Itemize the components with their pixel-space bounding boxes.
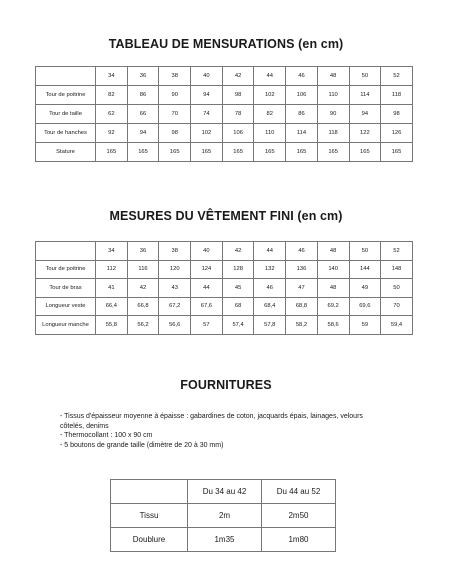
row-label: Doublure [111, 528, 188, 552]
table-cell: 165 [159, 143, 191, 162]
table-cell: 124 [191, 260, 223, 279]
mesures-table [35, 241, 413, 335]
size-header-cell: 50 [349, 67, 381, 86]
row-label: Tour de hanches [36, 124, 96, 143]
table-cell: 110 [254, 124, 286, 143]
table-cell: 165 [286, 143, 318, 162]
size-header-row [36, 67, 413, 86]
size-header-cell: 42 [222, 67, 254, 86]
table-cell: 58,2 [286, 316, 318, 335]
size-header-row [36, 242, 413, 261]
table-cell: 114 [349, 86, 381, 105]
table-cell: 136 [286, 260, 318, 279]
table-row [36, 143, 413, 162]
table-cell: 94 [191, 86, 223, 105]
table-cell: 50 [381, 279, 413, 298]
row-label: Tissu [111, 504, 188, 528]
corner-cell [36, 67, 96, 86]
table-cell: 165 [127, 143, 159, 162]
table-cell: 94 [127, 124, 159, 143]
size-header-cell: 44 [254, 67, 286, 86]
table-row [111, 504, 336, 528]
size-header-cell: 34 [96, 67, 128, 86]
table-cell: 2m50 [262, 504, 336, 528]
mesures-title: MESURES DU VÊTEMENT FINI (en cm) [109, 209, 343, 223]
size-header-cell: 48 [317, 242, 349, 261]
table-cell: 46 [254, 279, 286, 298]
table-cell: 82 [254, 105, 286, 124]
table-cell: 44 [191, 279, 223, 298]
table-cell: 67,2 [159, 297, 191, 316]
corner-cell [36, 242, 96, 261]
row-label: Tour de bras [36, 279, 96, 298]
size-header-cell: 46 [286, 242, 318, 261]
table-cell: 118 [317, 124, 349, 143]
table-row [36, 316, 413, 335]
supplies-line: côtelés, denims [60, 422, 109, 430]
table-row [36, 279, 413, 298]
table-cell: 70 [159, 105, 191, 124]
table-cell: 165 [381, 143, 413, 162]
size-header-cell: 46 [286, 67, 318, 86]
table-cell: 67,6 [191, 297, 223, 316]
table-cell: 86 [286, 105, 318, 124]
table-cell: 116 [127, 260, 159, 279]
table-cell: 122 [349, 124, 381, 143]
table-cell: 43 [159, 279, 191, 298]
table-cell: 148 [381, 260, 413, 279]
table-cell: 66,4 [96, 297, 128, 316]
table-row [111, 528, 336, 552]
table-cell: 56,6 [159, 316, 191, 335]
size-header-cell: 38 [159, 67, 191, 86]
row-label: Tour de poitrine [36, 260, 96, 279]
table-cell: 59,4 [381, 316, 413, 335]
table-cell: 86 [127, 86, 159, 105]
table-cell: 59 [349, 316, 381, 335]
table-cell: 69,6 [349, 297, 381, 316]
table-row [36, 86, 413, 105]
table-cell: 110 [317, 86, 349, 105]
table-cell: 102 [191, 124, 223, 143]
table-cell: 102 [254, 86, 286, 105]
size-header-cell: 40 [191, 242, 223, 261]
table-cell: 165 [222, 143, 254, 162]
table-cell: 68,4 [254, 297, 286, 316]
size-header-cell: 38 [159, 242, 191, 261]
row-label: Longueur veste [36, 297, 96, 316]
table-cell: 66 [127, 105, 159, 124]
table-cell: 98 [381, 105, 413, 124]
table-row [36, 124, 413, 143]
supplies-line: - 5 boutons de grande taille (dimètre de 20 à 30 mm) [60, 441, 224, 449]
table-cell: 165 [317, 143, 349, 162]
table-cell: 69,2 [317, 297, 349, 316]
table-cell: 58,6 [317, 316, 349, 335]
table-cell: 45 [222, 279, 254, 298]
table-cell: 68,8 [286, 297, 318, 316]
table-cell: 114 [286, 124, 318, 143]
supplies-line: - Thermocollant : 100 x 90 cm [60, 432, 153, 440]
table-cell: 94 [349, 105, 381, 124]
row-label: Tour de taille [36, 105, 96, 124]
size-header-cell: 40 [191, 67, 223, 86]
table-cell: 106 [286, 86, 318, 105]
table-cell: 118 [381, 86, 413, 105]
size-header-cell: 48 [317, 67, 349, 86]
table-cell: 165 [254, 143, 286, 162]
table-cell: 82 [96, 86, 128, 105]
supplies-line: - Tissus d'épaisseur moyenne à épaisse : gabardines de coton, jacquards épais, lainages, velours [60, 413, 363, 420]
table-header-cell [111, 480, 188, 504]
table-cell: 57 [191, 316, 223, 335]
fabric-quantity-table [110, 479, 336, 552]
table-cell: 47 [286, 279, 318, 298]
size-header-cell: 36 [127, 67, 159, 86]
size-header-cell: 42 [222, 242, 254, 261]
table-cell: 57,8 [254, 316, 286, 335]
table-cell: 98 [159, 124, 191, 143]
table-header-cell: Du 34 au 42 [188, 480, 262, 504]
table-cell: 90 [159, 86, 191, 105]
table-cell: 49 [349, 279, 381, 298]
table-cell: 165 [96, 143, 128, 162]
table-cell: 90 [317, 105, 349, 124]
table-cell: 120 [159, 260, 191, 279]
table-row [36, 297, 413, 316]
size-header-cell: 52 [381, 67, 413, 86]
mensurations-table [35, 66, 413, 162]
table-cell: 98 [222, 86, 254, 105]
size-header-cell: 44 [254, 242, 286, 261]
size-header-cell: 36 [127, 242, 159, 261]
table-row [36, 260, 413, 279]
table-cell: 1m35 [188, 528, 262, 552]
row-label: Longueur manche [36, 316, 96, 335]
table-cell: 1m80 [262, 528, 336, 552]
table-header-cell: Du 44 au 52 [262, 480, 336, 504]
table-cell: 140 [317, 260, 349, 279]
table-cell: 57,4 [222, 316, 254, 335]
table-cell: 66,8 [127, 297, 159, 316]
table-cell: 68 [222, 297, 254, 316]
mensurations-title: TABLEAU DE MENSURATIONS (en cm) [108, 37, 344, 51]
table-cell: 41 [96, 279, 128, 298]
table-cell: 144 [349, 260, 381, 279]
table-cell: 126 [381, 124, 413, 143]
row-label: Tour de poitrine [36, 86, 96, 105]
table-cell: 132 [254, 260, 286, 279]
table-cell: 112 [96, 260, 128, 279]
table-cell: 70 [381, 297, 413, 316]
supplies-list [60, 412, 400, 450]
table-cell: 106 [222, 124, 254, 143]
size-header-cell: 52 [381, 242, 413, 261]
table-cell: 42 [127, 279, 159, 298]
table-cell: 78 [222, 105, 254, 124]
table-cell: 56,2 [127, 316, 159, 335]
table-cell: 2m [188, 504, 262, 528]
table-cell: 55,8 [96, 316, 128, 335]
size-header-cell: 50 [349, 242, 381, 261]
size-header-cell: 34 [96, 242, 128, 261]
row-label: Stature [36, 143, 96, 162]
table-cell: 62 [96, 105, 128, 124]
table-cell: 92 [96, 124, 128, 143]
table-cell: 165 [349, 143, 381, 162]
fournitures-title: FOURNITURES [180, 378, 272, 392]
table-header-row [111, 480, 336, 504]
table-row [36, 105, 413, 124]
table-cell: 48 [317, 279, 349, 298]
table-cell: 74 [191, 105, 223, 124]
table-cell: 128 [222, 260, 254, 279]
table-cell: 165 [191, 143, 223, 162]
